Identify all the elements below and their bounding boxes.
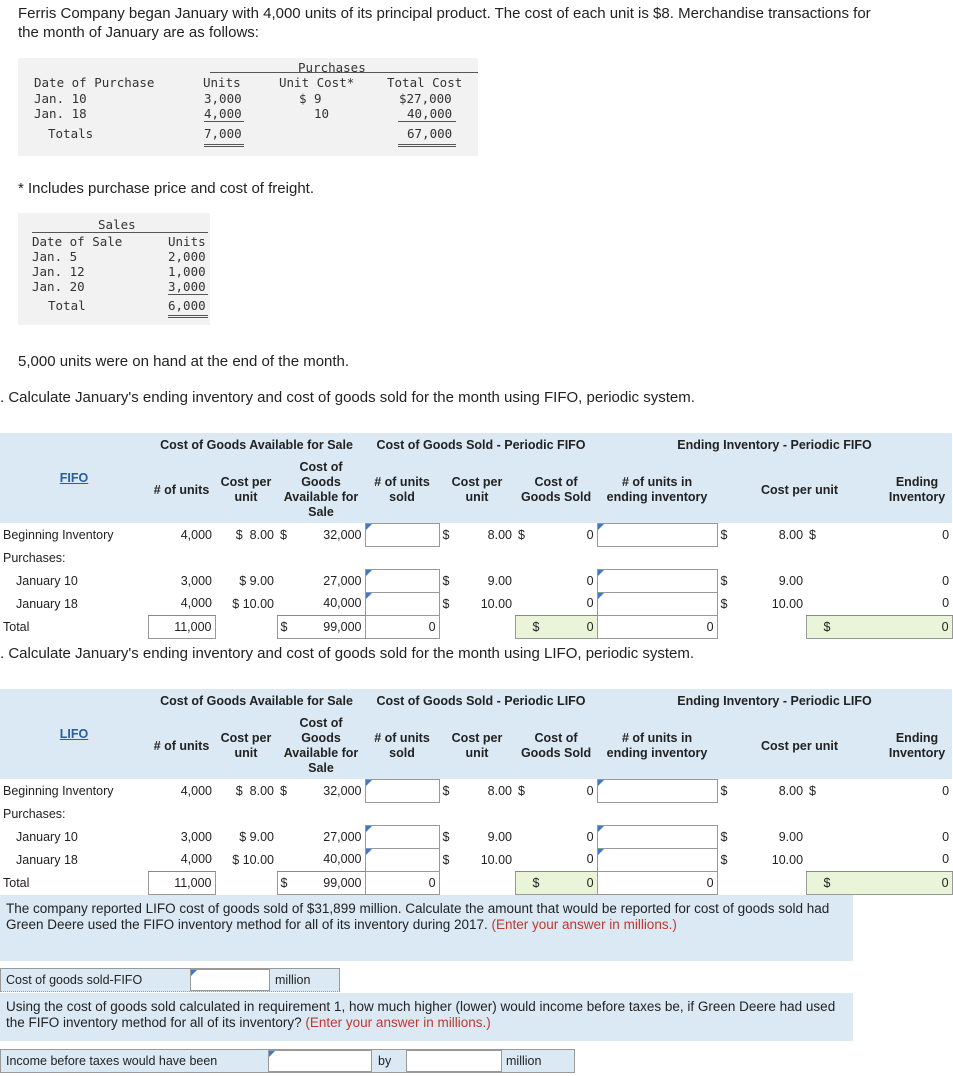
lifo-total-sold: 0: [365, 871, 439, 894]
lifo-h-cogs: Cost of Goods Sold: [515, 713, 597, 779]
requirement-lifo: . Calculate January's ending inventory and cost of goods sold for the month using LIFO, periodic system.: [0, 645, 695, 662]
problem-intro: Ferris Company began January with 4,000 units of its principal product. The cost of each unit is $8. Merchandise transactions for the month of January are as follows:: [18, 5, 871, 41]
question-4-text: Using the cost of goods sold calculated in requirement 1, how much higher (lower) would income before taxes be, if Green Deere had used the FIFO inventory method for all of its inventory?: [6, 999, 836, 1030]
fifo-units: 3,000: [180, 573, 212, 588]
fifo-label: January 18: [16, 596, 78, 611]
cogs-fifo-unit: million: [275, 973, 311, 987]
fifo-cpu3: 10.00: [771, 596, 804, 611]
fifo-cpu2: 10.00: [480, 596, 513, 611]
lifo-cpu2: 10.00: [480, 852, 513, 867]
lifo-h-endinv: Ending Inventory: [882, 713, 952, 779]
fifo-h-cogs: Cost of Goods Sold: [515, 457, 597, 523]
purchases-row-total: $27,000: [399, 91, 452, 106]
lifo-units: 4,000: [180, 783, 212, 798]
lifo-label: Beginning Inventory: [3, 783, 114, 798]
fifo-cgas: 27,000: [323, 573, 362, 588]
sales-h-date: Date of Sale: [32, 234, 123, 249]
lifo-total-label: Total: [3, 875, 30, 890]
fifo-label: Beginning Inventory: [3, 527, 114, 542]
income-difference-unit: million: [506, 1054, 542, 1068]
fifo-sold-input[interactable]: [365, 523, 439, 546]
lifo-row-jan18: January 18 4,000 $ 10.00 40,000 $ 10.00 0 $ 10.00 0: [0, 848, 952, 871]
sales-group-header: Sales: [98, 217, 136, 232]
purchases-h-units: Units: [203, 75, 241, 90]
by-label: by: [378, 1054, 392, 1068]
lifo-total-cgas: 99,000: [323, 875, 362, 890]
lifo-cgas: 32,000: [323, 783, 362, 798]
fifo-cpu3: 9.00: [778, 573, 804, 588]
fifo-end-input[interactable]: [597, 592, 717, 615]
sales-table: [18, 213, 210, 325]
lifo-sold-input[interactable]: [365, 825, 439, 848]
fifo-h-end: # of units in ending inventory: [597, 457, 717, 523]
purchases-row-unitcost: 10: [314, 106, 330, 121]
lifo-end-input[interactable]: [597, 848, 717, 871]
fifo-end-input[interactable]: [597, 569, 717, 592]
sales-row-units: 1,000: [168, 264, 206, 279]
lifo-h-end: # of units in ending inventory: [597, 713, 717, 779]
question-3-hint: (Enter your answer in millions.): [491, 917, 677, 932]
fifo-purchases-label: Purchases:: [3, 550, 66, 565]
fifo-cgas: 40,000: [277, 592, 365, 615]
fifo-endinv: 0: [942, 527, 950, 542]
fifo-sec-ending: Ending Inventory - Periodic FIFO: [597, 433, 952, 457]
purchases-row-unitcost: $ 9: [299, 91, 322, 106]
lifo-label: January 18: [16, 852, 78, 867]
fifo-h-sold: # of units sold: [365, 457, 439, 523]
lifo-endinv: 0: [942, 783, 950, 798]
question-4-hint: (Enter your answer in millions.): [305, 1015, 491, 1030]
lifo-row-total: Total 11,000 $ 99,000 0 $ 0 0 $ 0: [0, 871, 952, 894]
lifo-total-end: 0: [597, 871, 717, 894]
sales-row-date: Jan. 5: [32, 249, 78, 264]
sales-total-label: Total: [48, 298, 86, 313]
sales-row-units: 2,000: [168, 249, 206, 264]
sales-h-units: Units: [168, 234, 206, 249]
lifo-cpu2: 9.00: [487, 829, 513, 844]
lifo-end-input[interactable]: [597, 825, 717, 848]
lifo-cogs: 0: [586, 829, 594, 844]
fifo-cpu2: 9.00: [487, 573, 513, 588]
income-before-taxes-label: Income before taxes would have been: [6, 1054, 218, 1068]
question-3-text: The company reported LIFO cost of goods sold of $31,899 million. Calculate the amount that would be reported for cost of goods sold had Green Deere used the FIFO inventory method for all of its inventory during 2017.: [6, 901, 830, 932]
sales-row-date: Jan. 12: [32, 264, 85, 279]
fifo-h-units: # of units: [148, 457, 215, 523]
lifo-cogs: 0: [515, 848, 597, 871]
purchases-row-date: Jan. 10: [34, 91, 87, 106]
fifo-units: 4,000: [180, 527, 212, 542]
question-3-panel: [0, 895, 853, 961]
purchases-h-date: Date of Purchase: [34, 75, 155, 90]
cogs-fifo-label: Cost of goods sold-FIFO: [6, 973, 143, 987]
lifo-corner-label: LIFO: [59, 727, 89, 741]
sales-total-units: 6,000: [168, 298, 206, 313]
lifo-h-cpu2: Cost per unit: [439, 713, 515, 779]
lifo-purchases-label: Purchases:: [3, 806, 66, 821]
fifo-endinv: 0: [942, 573, 950, 588]
lifo-endinv: 0: [942, 829, 950, 844]
lifo-h-cgas: Cost of Goods Available for Sale: [277, 713, 365, 779]
fifo-sec-cogs: Cost of Goods Sold - Periodic FIFO: [365, 433, 597, 457]
purchases-row-units: 4,000: [204, 106, 242, 121]
requirement-fifo: . Calculate January's ending inventory and cost of goods sold for the month using FIFO, periodic system.: [0, 389, 695, 406]
lifo-sec-available: Cost of Goods Available for Sale: [148, 689, 365, 713]
fifo-h-cgas: Cost of Goods Available for Sale: [277, 457, 365, 523]
fifo-cpu2: 8.00: [487, 527, 513, 542]
fifo-row-beginning: Beginning Inventory 4,000 $ 8.00 $ 32,000 $ 8.00 $ 0 $ 8.00 $ 0: [0, 523, 952, 546]
purchases-group-header: Purchases: [298, 60, 366, 75]
lifo-cpu: 8.00: [249, 783, 274, 798]
fifo-row-jan18: January 18 4,000 $ 10.00 40,000 $ 10.00 0 $ 10.00 0: [0, 592, 952, 615]
lifo-cogs: 0: [586, 783, 594, 798]
lifo-h-units: # of units: [148, 713, 215, 779]
lifo-sec-ending: Ending Inventory - Periodic LIFO: [597, 689, 952, 713]
fifo-row-jan10: January 10 3,000 $ 9.00 27,000 $ 9.00 0 $ 9.00 0: [0, 569, 952, 592]
fifo-h-cpu3: Cost per unit: [717, 457, 882, 523]
fifo-h-cpu: Cost per unit: [215, 457, 277, 523]
fifo-end-input[interactable]: [597, 523, 717, 546]
sales-row-units: 3,000: [168, 279, 206, 294]
purchases-h-total: Total Cost: [387, 75, 463, 90]
purchases-h-unitcost: Unit Cost*: [279, 75, 355, 90]
lifo-cpu2: 8.00: [487, 783, 513, 798]
lifo-units: 3,000: [180, 829, 212, 844]
fifo-units: 4,000: [148, 592, 215, 615]
purchases-totals-total: 67,000: [407, 126, 453, 141]
fifo-corner-label: FIFO: [59, 471, 89, 485]
fifo-cogs: 0: [586, 573, 594, 588]
lifo-total-units: 11,000: [148, 871, 215, 894]
purchases-row-total: 40,000: [407, 106, 453, 121]
fifo-cpu: $ 9.00: [239, 573, 274, 588]
purchases-row-units: 3,000: [204, 91, 242, 106]
question-4-panel: [0, 993, 853, 1041]
fifo-endinv: 0: [806, 592, 952, 615]
lifo-h-sold: # of units sold: [365, 713, 439, 779]
lifo-cpu: $ 9.00: [239, 829, 274, 844]
income-before-taxes-select[interactable]: [268, 1050, 372, 1072]
lifo-total-endinv: 0: [941, 875, 949, 890]
fifo-row-total: Total 11,000 $ 99,000 0 $ 0 0 $ 0: [0, 615, 952, 638]
lifo-h-cpu: Cost per unit: [215, 713, 277, 779]
fifo-cpu3: 8.00: [778, 527, 804, 542]
lifo-total-cogs: 0: [586, 875, 594, 890]
lifo-sold-input[interactable]: [365, 779, 439, 802]
lifo-cgas: 40,000: [277, 848, 365, 871]
fifo-label: January 10: [16, 573, 78, 588]
fifo-cpu: 8.00: [249, 527, 274, 542]
fifo-sold-input[interactable]: [365, 569, 439, 592]
fifo-worksheet: [0, 433, 953, 639]
fifo-total-cogs: 0: [586, 619, 594, 634]
sales-row-date: Jan. 20: [32, 279, 85, 294]
fifo-cogs: 0: [586, 527, 594, 542]
fifo-total-end: 0: [597, 615, 717, 638]
lifo-cgas: 27,000: [323, 829, 362, 844]
lifo-cpu3: 8.00: [778, 783, 804, 798]
fifo-cpu: $ 10.00: [232, 596, 274, 611]
fifo-cogs: 0: [515, 592, 597, 615]
fifo-total-endinv: 0: [941, 619, 949, 634]
lifo-sold-input[interactable]: [365, 848, 439, 871]
fifo-h-endinv: Ending Inventory: [882, 457, 952, 523]
cogs-fifo-input[interactable]: [190, 969, 270, 991]
lifo-sec-cogs: Cost of Goods Sold - Periodic LIFO: [365, 689, 597, 713]
purchases-row-date: Jan. 18: [34, 106, 87, 121]
lifo-worksheet: [0, 689, 953, 895]
fifo-sold-input[interactable]: [365, 592, 439, 615]
purchases-totals-label: Totals: [48, 126, 94, 141]
lifo-endinv: 0: [806, 848, 952, 871]
lifo-row-beginning: Beginning Inventory 4,000 $ 8.00 $ 32,000 $ 8.00 $ 0 $ 8.00 $ 0: [0, 779, 952, 802]
fifo-h-cpu2: Cost per unit: [439, 457, 515, 523]
purchases-table: [18, 58, 478, 156]
purchases-totals-units: 7,000: [204, 126, 242, 141]
fifo-total-sold: 0: [365, 615, 439, 638]
lifo-cpu3: 9.00: [778, 829, 804, 844]
lifo-row-jan10: January 10 3,000 $ 9.00 27,000 $ 9.00 0 $ 9.00 0: [0, 825, 952, 848]
lifo-cpu3: 10.00: [771, 852, 804, 867]
on-hand-note: 5,000 units were on hand at the end of the month.: [18, 353, 350, 370]
footnote: * Includes purchase price and cost of freight.: [18, 180, 315, 197]
lifo-h-cpu3: Cost per unit: [717, 713, 882, 779]
lifo-units: 4,000: [148, 848, 215, 871]
fifo-total-units: 11,000: [148, 615, 215, 638]
lifo-end-input[interactable]: [597, 779, 717, 802]
fifo-cgas: 32,000: [323, 527, 362, 542]
income-difference-input[interactable]: [406, 1050, 502, 1072]
lifo-cpu: $ 10.00: [232, 852, 274, 867]
lifo-label: January 10: [16, 829, 78, 844]
fifo-total-label: Total: [3, 619, 30, 634]
fifo-total-cgas: 99,000: [323, 619, 362, 634]
fifo-sec-available: Cost of Goods Available for Sale: [148, 433, 365, 457]
